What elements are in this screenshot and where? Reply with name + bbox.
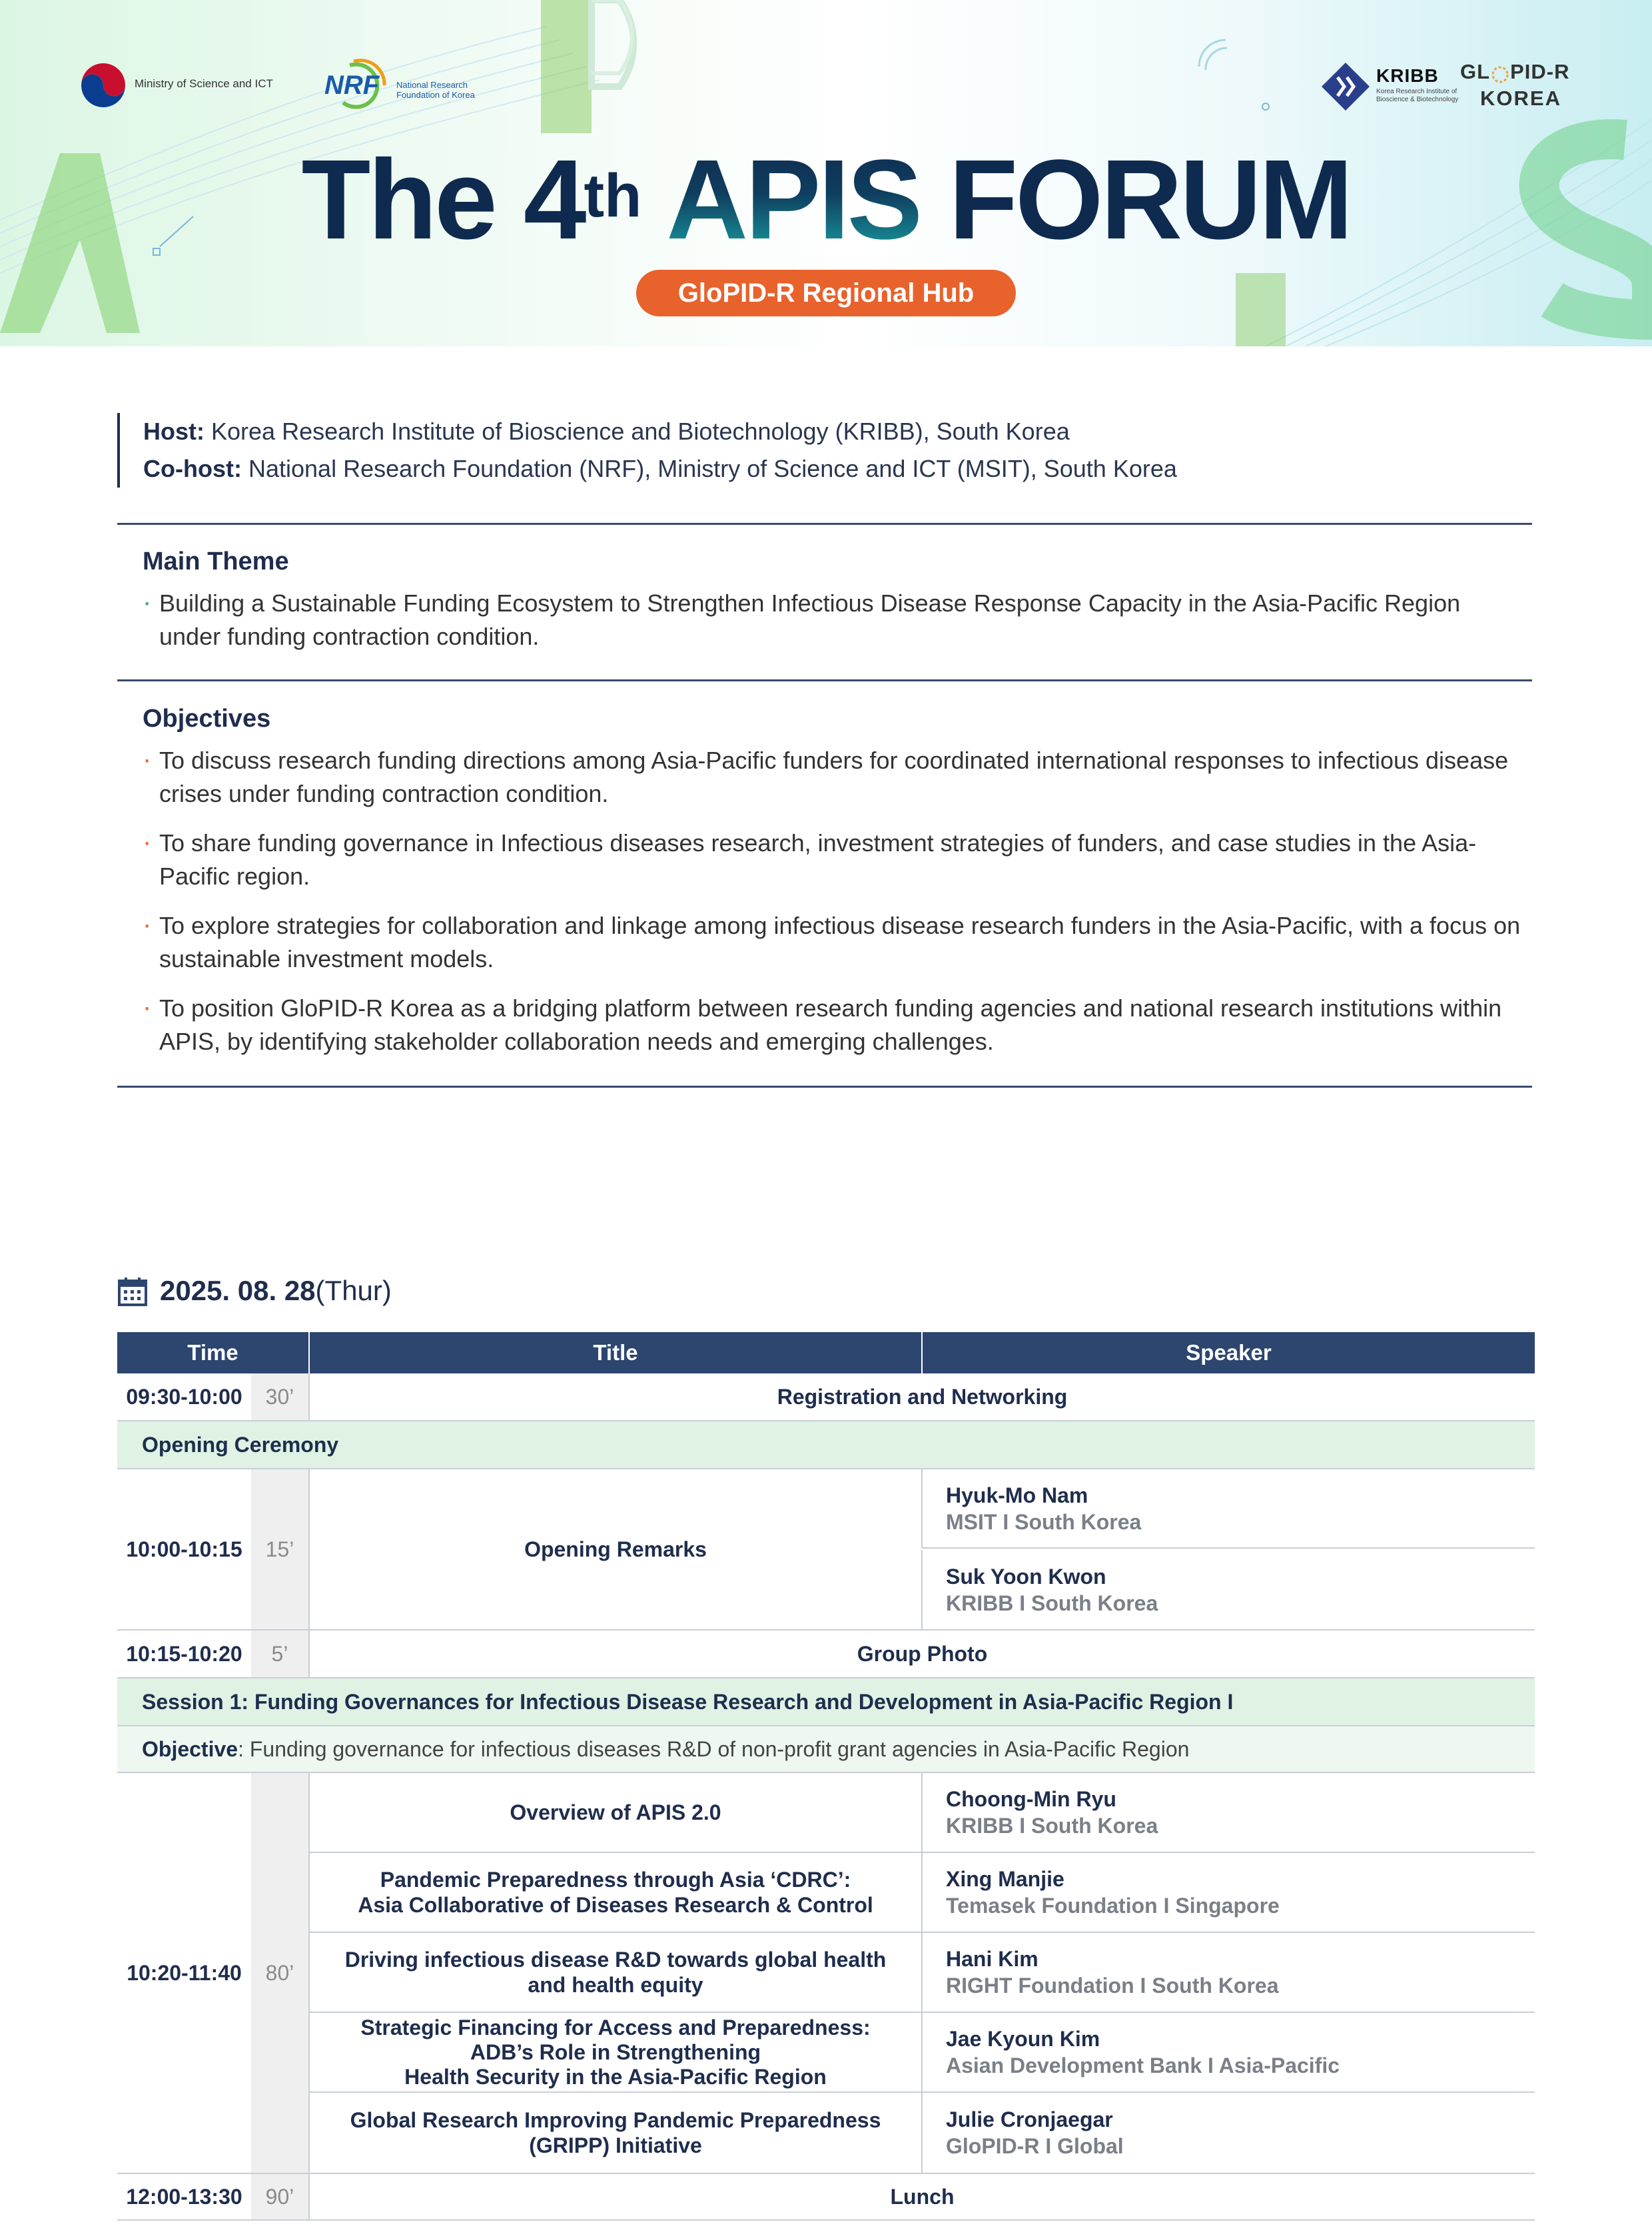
header-time: Time (117, 1332, 308, 1373)
table-row (117, 1469, 1535, 1631)
kribb-name-line1: Korea Research Institute of (1376, 88, 1457, 95)
session-objective (142, 1726, 1189, 1772)
objectives-title: Objectives (143, 705, 271, 733)
bullet-dot: · (143, 587, 152, 617)
row-time: 10:20-11:40 (127, 1960, 242, 1985)
calendar-icon (117, 1276, 148, 1307)
speaker-cell (921, 1550, 1535, 1629)
speaker-name: Hani Kim (946, 1947, 1038, 1971)
bullet-dot: · (143, 992, 152, 1022)
objective-text: To discuss research funding directions among Asia-Pacific funders for coordinated international responses to infectious disease crises under funding contraction condition. (159, 747, 1509, 807)
row-duration: 5’ (251, 1631, 308, 1677)
glopid-logo-korea: KOREA (1480, 87, 1561, 110)
speaker-name: Hyuk-Mo Nam (946, 1483, 1088, 1507)
kribb-name-line2: Bioscience & Biotechnology (1376, 96, 1459, 103)
divider (117, 679, 1532, 681)
objective-item (143, 909, 1528, 976)
talk-title-line: Health Security in the Asia-Pacific Region (404, 2064, 827, 2089)
speaker-affiliation: GloPID-R I Global (946, 2134, 1124, 2158)
objectives-section (143, 705, 1528, 1058)
date-value: 2025. 08. 28 (160, 1275, 316, 1306)
main-theme-list (143, 587, 1528, 653)
header-banner (0, 0, 1652, 346)
host-line (143, 413, 1542, 450)
glopid-korea-logo (1460, 60, 1569, 84)
main-theme-title: Main Theme (143, 548, 289, 575)
row-time: 12:00-13:30 (126, 2184, 242, 2209)
bullet-dot: · (143, 827, 152, 857)
divider (117, 523, 1532, 525)
row-title: Registration and Networking (308, 1373, 1535, 1420)
cohost-label: Co-host: (143, 455, 242, 482)
talk-title-line: (GRIPP) Initiative (529, 2133, 702, 2157)
row-time: 10:00-10:15 (126, 1537, 242, 1561)
title-forum: FORUM (949, 137, 1351, 263)
session-talks-block (117, 1773, 1535, 2174)
objective-text: To explore strategies for collaboration and linkage among infectious disease research funders in the Asia-Pacific, with a focus on sustainable investment models. (159, 912, 1521, 972)
talk-title-line: Pandemic Preparedness through Asia ‘CDRC’: (380, 1868, 851, 1892)
talk-title (308, 2013, 921, 2091)
speaker-cell (921, 1469, 1535, 1549)
talk-row (308, 2093, 1535, 2173)
talk-title-line: Driving infectious disease R&D towards global health (344, 1948, 887, 1972)
speaker-cell (921, 2013, 1535, 2091)
nrf-name-line2: Foundation of Korea (396, 90, 475, 100)
row-title: Lunch (308, 2174, 1535, 2219)
title-apis: APIS (666, 137, 921, 263)
row-title: Opening Remarks (308, 1469, 921, 1629)
talk-title (308, 1853, 921, 1932)
speaker-cell (921, 1933, 1535, 2012)
session-objective-row (117, 1726, 1535, 1773)
row-duration: 80’ (251, 1773, 308, 2173)
divider (117, 1086, 1532, 1088)
objective-text: : Funding governance for infectious diseases R&D of non-profit grant agencies in Asia-Pacific Region (238, 1736, 1190, 1761)
speaker-affiliation: RIGHT Foundation I South Korea (946, 1974, 1279, 1998)
kribb-name (1376, 88, 1458, 104)
talk-title (308, 2093, 921, 2173)
bullet-dot: · (143, 910, 152, 939)
cohost-line (143, 450, 1542, 488)
table-header-row (117, 1332, 1535, 1373)
main-theme-item (143, 587, 1528, 653)
row-duration: 90’ (251, 2174, 308, 2219)
objectives-list (143, 744, 1528, 1058)
objective-text: To share funding governance in Infectious diseases research, investment strategies of funders, and case studies in the Asia-Pacific region. (159, 829, 1477, 890)
kribb-logo-icon (1320, 61, 1371, 112)
kribb-mark: KRIBB (1376, 65, 1439, 86)
talk-title-line: Asia Collaborative of Diseases Research & Control (358, 1893, 873, 1917)
host-block (117, 413, 1542, 488)
korea-taegeuk-icon (80, 62, 127, 109)
header-title: Title (308, 1332, 921, 1373)
talk-title-line: Overview of APIS 2.0 (510, 1800, 721, 1824)
section-header-row (117, 1678, 1535, 1726)
objective-item (143, 744, 1528, 811)
talk-title (308, 1933, 921, 2012)
section-header-row (117, 1421, 1535, 1469)
main-theme-text: Building a Sustainable Funding Ecosystem to Strengthen Infectious Disease Response Capacity in the Asia-Pacific Region under funding contraction condition. (159, 589, 1461, 650)
table-row (117, 1631, 1535, 1678)
speaker-name: Julie Cronjaegar (946, 2107, 1113, 2131)
regional-hub-badge: GloPID-R Regional Hub (636, 270, 1016, 316)
speaker-affiliation: Temasek Foundation I Singapore (946, 1894, 1280, 1918)
talk-title (308, 1773, 921, 1852)
talk-row (308, 2013, 1535, 2093)
main-theme-section (143, 548, 1528, 653)
objective-text: To position GloPID-R Korea as a bridging platform between research funding agencies and national research institutions within APIS, by identifying stakeholder collaboration needs and emerging challenges. (159, 994, 1502, 1055)
section-title: Session 1: Funding Governances for Infectious Disease Research and Development in Asia-Pacific Region I (142, 1689, 1234, 1714)
glopid-logo-pidr: PID-R (1510, 60, 1570, 83)
speaker-cell (921, 1853, 1535, 1932)
nrf-name (396, 80, 475, 100)
header-speaker: Speaker (921, 1332, 1535, 1373)
row-time: 09:30-10:00 (126, 1384, 242, 1409)
row-duration: 30’ (251, 1373, 308, 1420)
forum-title (0, 137, 1652, 263)
cohost-value: National Research Foundation (NRF), Ministry of Science and ICT (MSIT), South Korea (248, 455, 1177, 482)
speaker-name: Xing Manjie (946, 1867, 1064, 1891)
objective-item (143, 992, 1528, 1058)
glopid-logo-gl: GL (1460, 60, 1491, 83)
host-value: Korea Research Institute of Bioscience and Biotechnology (KRIBB), South Korea (211, 418, 1070, 445)
speaker-name: Choong-Min Ryu (946, 1787, 1116, 1811)
speaker-affiliation: Asian Development Bank I Asia-Pacific (946, 2053, 1340, 2077)
table-row (117, 2174, 1535, 2221)
speaker-name: Suk Yoon Kwon (946, 1564, 1106, 1589)
title-prefix: The 4 (301, 137, 584, 263)
talk-row (308, 1853, 1535, 1933)
ministry-name: Ministry of Science and ICT (135, 77, 273, 90)
table-row (117, 1373, 1535, 1421)
talk-row (308, 1933, 1535, 2013)
title-superscript: th (584, 162, 642, 230)
talk-title-line: and health equity (528, 1973, 703, 1997)
nrf-mark: NRF (324, 71, 380, 100)
row-time: 10:15-10:20 (126, 1641, 242, 1666)
row-title: Group Photo (308, 1631, 1535, 1677)
row-duration: 15’ (251, 1469, 308, 1629)
speaker-affiliation: KRIBB I South Korea (946, 1814, 1158, 1838)
speaker-affiliation: KRIBB I South Korea (946, 1591, 1158, 1615)
event-date (160, 1272, 392, 1309)
section-title: Opening Ceremony (142, 1432, 339, 1457)
bullet-dot: · (143, 745, 152, 774)
objective-item (143, 827, 1528, 893)
talk-title-line: Strategic Financing for Access and Preparedness: (360, 2015, 871, 2040)
talk-title-line: Global Research Improving Pandemic Preparedness (350, 2108, 881, 2132)
talk-title-line: ADB’s Role in Strengthening (470, 2040, 761, 2064)
speaker-cell (921, 2093, 1535, 2173)
speaker-affiliation: MSIT I South Korea (946, 1509, 1142, 1534)
nrf-name-line1: National Research (396, 80, 468, 90)
host-label: Host: (143, 418, 205, 445)
globe-icon (1490, 65, 1510, 82)
talk-row (308, 1773, 1535, 1853)
speaker-name: Jae Kyoun Kim (946, 2027, 1100, 2051)
speaker-cell (921, 1773, 1535, 1852)
date-day: (Thur) (315, 1275, 392, 1306)
objective-label: Objective (142, 1736, 238, 1761)
